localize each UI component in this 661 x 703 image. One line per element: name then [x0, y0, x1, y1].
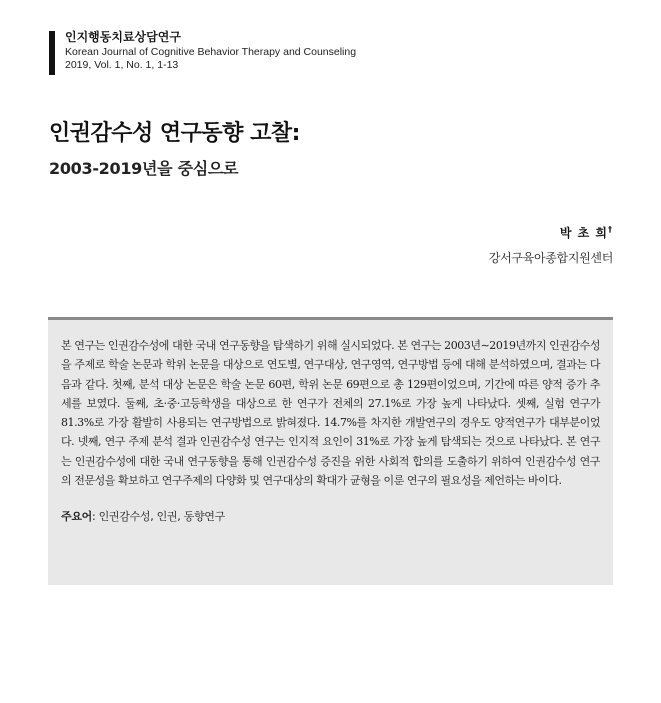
author-name-text: 박 초 희 [559, 226, 608, 240]
journal-header-bar [49, 31, 55, 75]
article-title: 인권감수성 연구동향 고찰: [49, 121, 300, 146]
keywords-list: : 인권감수성, 인권, 동향연구 [91, 510, 225, 524]
author-block [489, 224, 613, 266]
journal-issue: 2019, Vol. 1, No. 1, 1-13 [65, 59, 179, 71]
abstract-box [48, 317, 613, 585]
corresponding-author-mark: † [608, 225, 613, 234]
article-subtitle: 2003-2019년을 중심으로 [49, 159, 239, 178]
keywords-label: 주요어 [61, 510, 92, 524]
journal-english-title: Korean Journal of Cognitive Behavior Therapy and Counseling [65, 46, 357, 58]
journal-title: 인지행동치료상담연구 [65, 30, 181, 44]
abstract-text: 본 연구는 인권감수성에 대한 국내 연구동향을 탐색하기 위해 실시되었다. 본 연구는 2003년∼2019년까지 인권감수성을 주제로 학술 논문과 학위 논문을 대상으로 연도별, 연구대상, 연구영역, 연구방법 등에 대해 분석하였으며, 결과는 다음과 같다. 첫째, 분석 대상 논문은 학술 논문 60편, 학위 논문 69편으로 총 129편이었으며, 기간에 따른 양적 증가 추세를 보였다. 둘째, 초·중·고등학생을 대상으로 한 연구가 전체의 27.1%로 가장 높게 나타났다. 셋째, 실험 연구가 81.3%로 가장 활발히 사용되는 연구방법으로 밝혀졌다. 14.7%를 차지한 개발연구의 경우도 양적연구가 대부분이었다. 넷째, 연구 주제 분석 결과 인권감수성 연구는 인지적 요인이 31%로 가장 높게 탐색되는 것으로 나타났다. 본 연구는 인권감수성에 대한 국내 연구동향을 통해 인권감수성 증진을 위한 사회적 합의를 도출하기 위하여 인권감수성 연구의 전문성을 확보하고 연구주제의 다양화 및 연구대상의 확대가 균형을 이룬 연구의 필요성을 제언하는 바이다. [61, 339, 600, 488]
author-affiliation: 강서구육아종합지원센터 [488, 251, 613, 265]
author-name [489, 224, 613, 241]
journal-header [65, 31, 356, 72]
keywords [61, 508, 600, 524]
